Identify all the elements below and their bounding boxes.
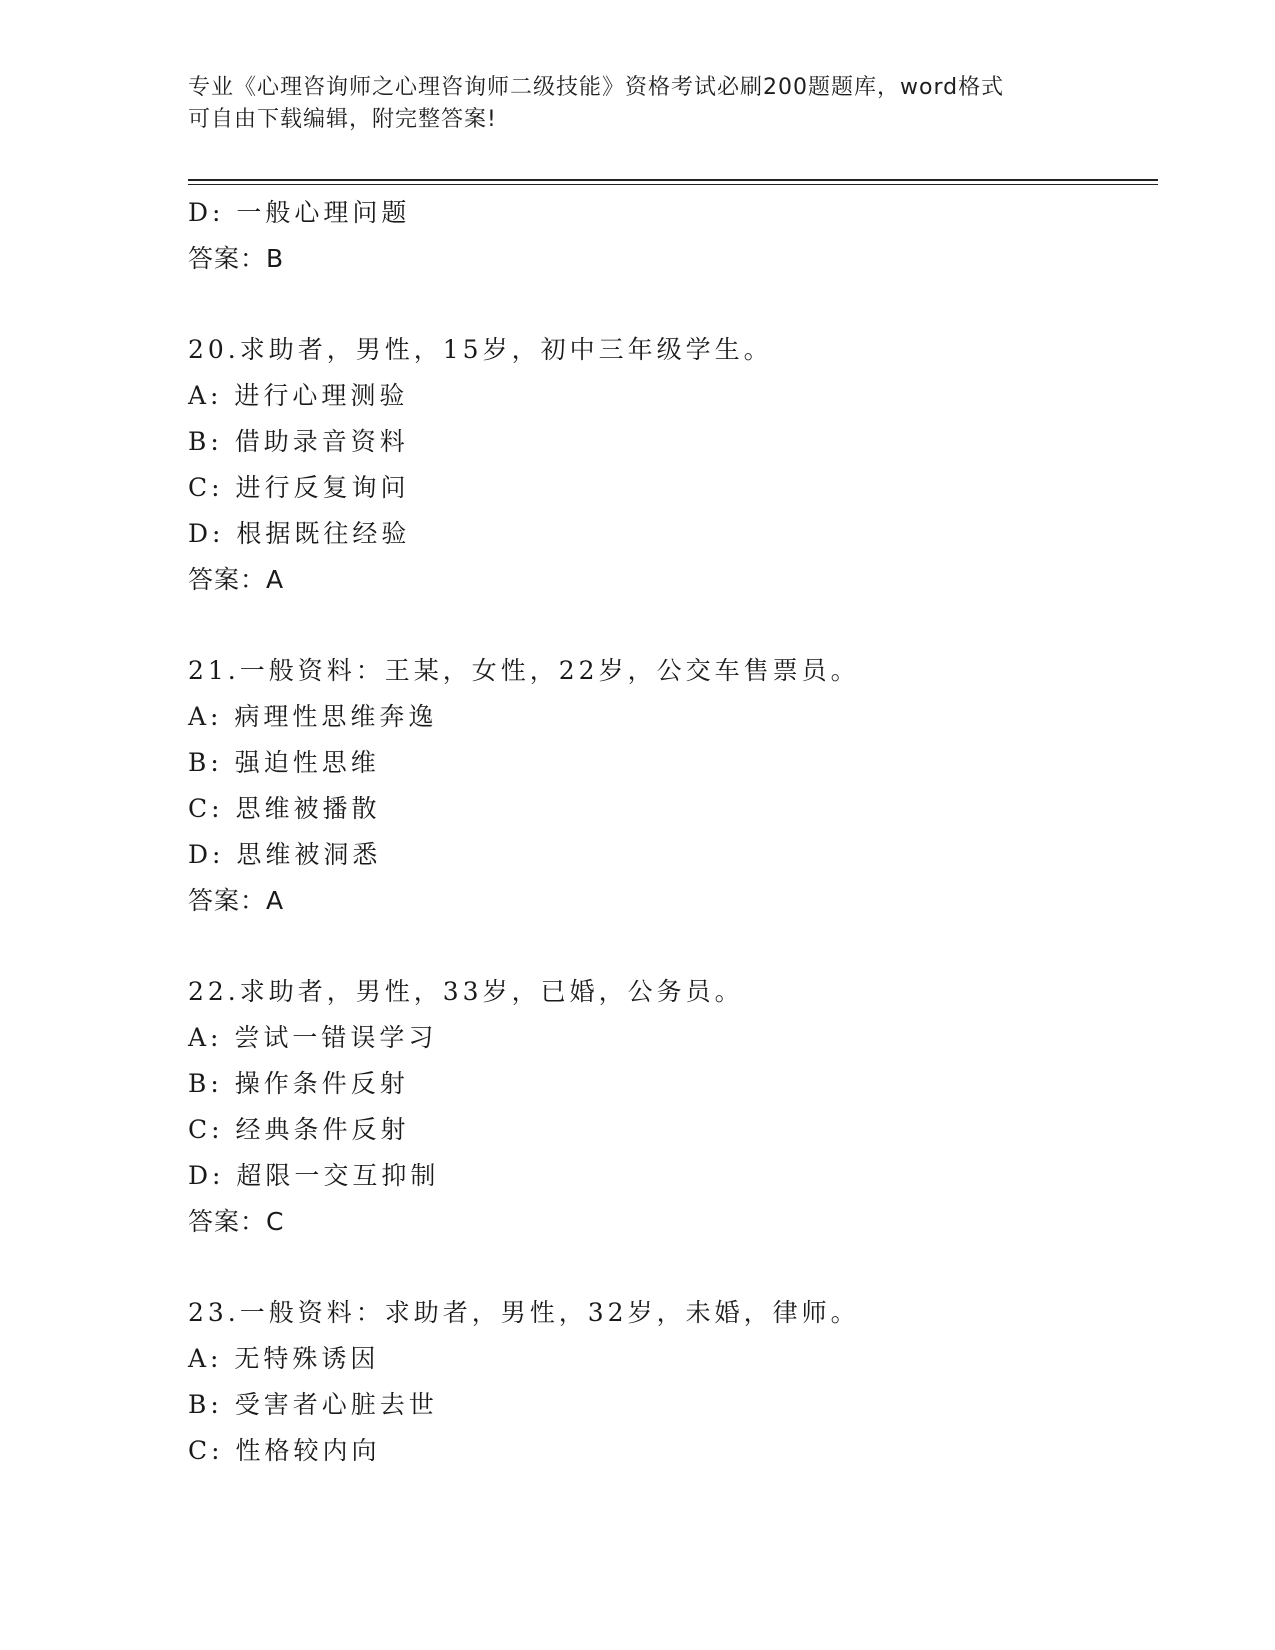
option-c: C: 经典条件反射 bbox=[188, 1115, 410, 1144]
header-rule bbox=[188, 179, 1158, 181]
question-stem: 23.一般资料：求助者，男性，32岁，未婚，律师。 bbox=[188, 1298, 860, 1327]
header-rule-thin bbox=[188, 184, 1158, 185]
option-c: C: 性格较内向 bbox=[188, 1436, 381, 1465]
question-stem: 21.一般资料：王某，女性，22岁，公交车售票员。 bbox=[188, 656, 860, 685]
option-a: A: 病理性思维奔逸 bbox=[188, 702, 438, 731]
prev-option-d: D: 一般心理问题 bbox=[188, 198, 411, 227]
question-22 bbox=[188, 969, 1148, 1245]
answer-line: 答案：A bbox=[188, 565, 285, 594]
option-d: D: 根据既往经验 bbox=[188, 519, 411, 548]
answer-line: 答案：A bbox=[188, 886, 285, 915]
document-header bbox=[188, 72, 1078, 136]
option-b: B: 受害者心脏去世 bbox=[188, 1390, 438, 1419]
option-a: A: 尝试一错误学习 bbox=[188, 1023, 438, 1052]
header-line-1: 专业《心理咨询师之心理咨询师二级技能》资格考试必刷200题题库，word格式 bbox=[188, 75, 1005, 100]
question-list bbox=[188, 190, 1148, 1474]
answer-line: 答案：C bbox=[188, 1207, 285, 1236]
option-c: C: 进行反复询问 bbox=[188, 473, 410, 502]
question-stem: 22.求助者，男性，33岁，已婚，公务员。 bbox=[188, 977, 744, 1006]
prev-answer: 答案：B bbox=[188, 244, 285, 273]
option-b: B: 借助录音资料 bbox=[188, 427, 409, 456]
option-d: D: 超限一交互抑制 bbox=[188, 1161, 440, 1190]
option-a: A: 进行心理测验 bbox=[188, 381, 409, 410]
question-stem: 20.求助者，男性，15岁，初中三年级学生。 bbox=[188, 335, 773, 364]
option-c: C: 思维被播散 bbox=[188, 794, 381, 823]
option-d: D: 思维被洞悉 bbox=[188, 840, 382, 869]
question-21 bbox=[188, 648, 1148, 924]
option-a: A: 无特殊诱因 bbox=[188, 1344, 380, 1373]
question-23 bbox=[188, 1290, 1148, 1474]
option-b: B: 强迫性思维 bbox=[188, 748, 380, 777]
question-20 bbox=[188, 327, 1148, 603]
header-line-2: 可自由下载编辑，附完整答案! bbox=[188, 107, 497, 132]
option-b: B: 操作条件反射 bbox=[188, 1069, 409, 1098]
